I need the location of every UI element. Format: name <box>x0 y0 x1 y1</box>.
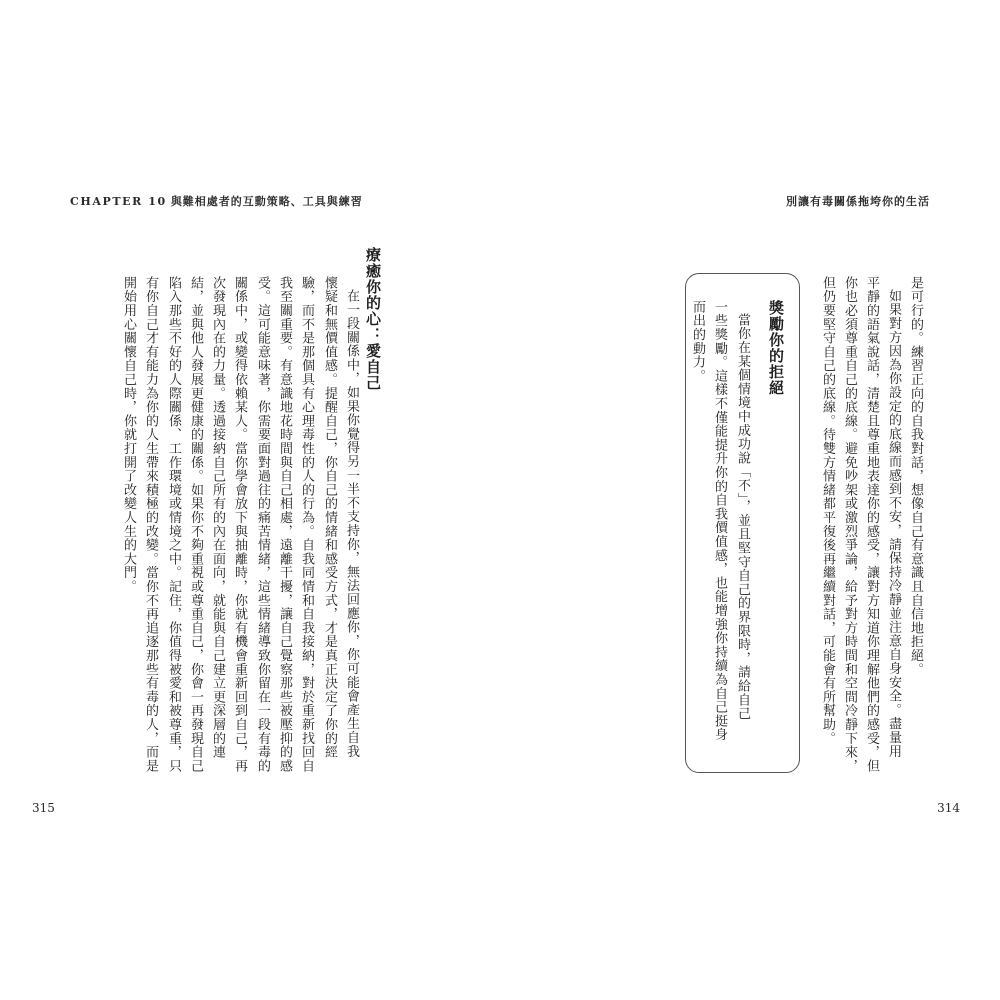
body-column: 如果對方因為你設定的底線而感到不安，請保持冷靜並注意自身安全。盡量用 <box>886 289 901 759</box>
body-column: 我至關重要。有意識地花時間與自己相處，遠離干擾，讓自己覺察那些被壓抑的感 <box>277 276 292 773</box>
body-column: 關係中，或變得依賴某人。當你學會放下與抽離時，你就有機會重新回到自己，再 <box>232 276 247 773</box>
body-column: 在一段關係中，如果你覺得另一半不支持你，無法回應你，你可能會產生自我 <box>344 289 359 759</box>
chapter-title: 與難相處者的互動策略、工具與練習 <box>170 195 363 208</box>
body-column: 平靜的語氣說話，清楚且尊重地表達你的感受，讓對方知道你理解他們的感受，但 <box>864 276 879 773</box>
body-column: 結，並與他人發展更健康的關係。如果你不夠重視或尊重自己，你會一再發現自己 <box>188 276 203 773</box>
running-header-chapter <box>70 193 363 209</box>
body-column: 你也必須尊重自己的底線。避免吵架或激烈爭論，給予對方時間和空間冷靜下來， <box>842 276 857 773</box>
tip-box-column: 當你在某個情境中成功說「不」，並且堅守自己的界限時，請給自己 <box>735 313 750 721</box>
section-title: 療癒你的心：愛自己 <box>364 247 382 391</box>
body-column: 陷入那些不好的人際關係、工作環境或情境之中。記住，你值得被愛和被尊重，只 <box>166 276 181 773</box>
running-header-book-title: 別讓有毒關係拖垮你的生活 <box>786 195 930 208</box>
tip-box-column: 一些獎勵。這樣不僅能提升你的自我價值感，也能增強你持續為自己挺身 <box>712 300 727 742</box>
chapter-label: CHAPTER 10 <box>70 195 167 208</box>
tip-box-column: 而出的動力。 <box>690 300 705 383</box>
page-number: 315 <box>32 801 55 815</box>
body-column: 懷疑和無價值感。提醒自己，你自己的情緒和感受方式，才是真正決定了你的經 <box>322 276 337 759</box>
tip-box-title: 獎勵你的拒絕 <box>767 300 785 396</box>
body-column: 但仍要堅守自己的底線。待雙方情緒都平復後再繼續對話，可能會有所幫助。 <box>820 276 835 746</box>
body-column: 驗，而不是那個具有心理毒性的人的行為。自我同情和自我接納，對於重新找回自 <box>299 276 314 773</box>
right-page <box>500 0 1000 1000</box>
body-column: 受。這可能意味著，你需要面對過往的痛苦情緒，這些情緒導致你留在一段有毒的 <box>255 276 270 773</box>
body-column: 有你自己才有能力為你的人生帶來積極的改變。當你不再追逐那些有毒的人，而是 <box>143 276 158 773</box>
page-number: 314 <box>937 801 960 815</box>
body-column: 是可行的。練習正向的自我對話，想像自己有意識且自信地拒絕。 <box>908 276 923 677</box>
body-column: 開始用心關懷自己時，你就打開了改變人生的大門。 <box>121 276 136 594</box>
body-column: 次發現內在的力量。透過接納自己所有的內在面向，就能與自己建立更深層的連 <box>210 276 225 759</box>
